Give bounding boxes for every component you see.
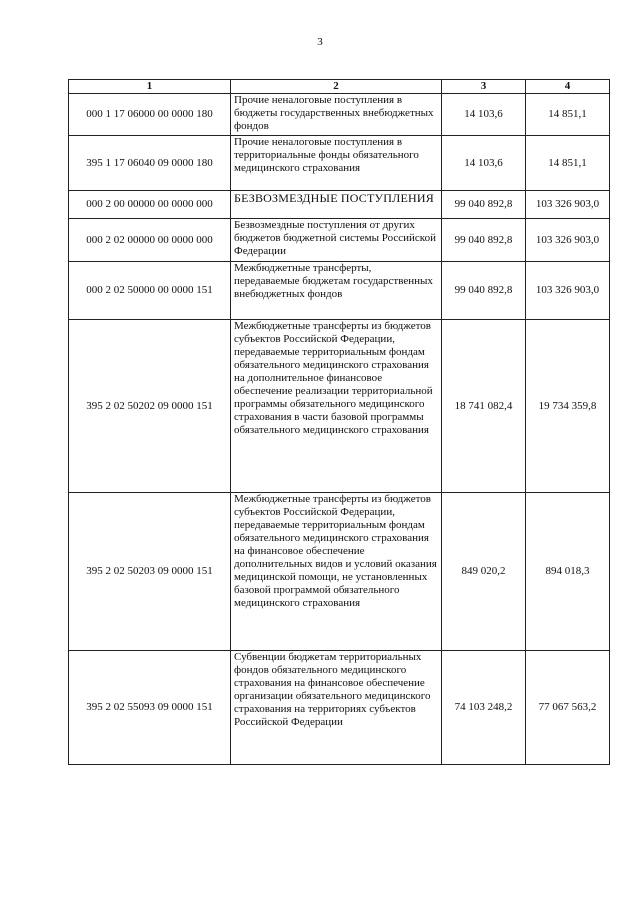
value-column-3-cell: 99 040 892,8 (442, 191, 526, 219)
value-column-4-cell: 14 851,1 (526, 94, 610, 136)
budget-revenue-table (68, 79, 610, 765)
budget-code-cell: 395 2 02 55093 09 0000 151 (69, 651, 231, 765)
value-column-4-cell: 103 326 903,0 (526, 262, 610, 320)
column-header-3: 3 (442, 80, 526, 94)
value-column-4-cell: 19 734 359,8 (526, 320, 610, 493)
column-header-1: 1 (69, 80, 231, 94)
description-cell: Субвенции бюджетам территориальных фондов обязательного медицинского страхования на финансовое обеспечение организации обязательного медицинского страхования на территориях субъектов Российской Федерации (231, 651, 442, 765)
value-column-3-cell: 14 103,6 (442, 94, 526, 136)
description-cell: Межбюджетные трансферты, передаваемые бюджетам государственных внебюджетных фондов (231, 262, 442, 320)
value-column-3-cell: 18 741 082,4 (442, 320, 526, 493)
budget-code-cell: 395 2 02 50202 09 0000 151 (69, 320, 231, 493)
value-column-4-cell: 894 018,3 (526, 493, 610, 651)
description-cell: Межбюджетные трансферты из бюджетов субъектов Российской Федерации, передаваемые территориальным фондам обязательного медицинского страхования на финансовое обеспечение дополнительных видов и условий оказания медицинской помощи, не установленных базовой программой обязательного медицинского страхования (231, 493, 442, 651)
description-cell: Безвозмездные поступления от других бюджетов бюджетной системы Российской Федерации (231, 219, 442, 262)
description-cell: Межбюджетные трансферты из бюджетов субъектов Российской Федерации, передаваемые территориальным фондам обязательного медицинского страхования на дополнительное финансовое обеспечение реализации территориальной программы обязательного медицинского страхования в части базовой программы обязательного медицинского страхования (231, 320, 442, 493)
value-column-4-cell: 77 067 563,2 (526, 651, 610, 765)
table-header-row (69, 80, 610, 94)
value-column-3-cell: 849 020,2 (442, 493, 526, 651)
value-column-3-cell: 14 103,6 (442, 136, 526, 191)
table-row (69, 262, 610, 320)
budget-code-cell: 395 2 02 50203 09 0000 151 (69, 493, 231, 651)
budget-code-cell: 000 2 02 50000 00 0000 151 (69, 262, 231, 320)
column-header-4: 4 (526, 80, 610, 94)
page-number: 3 (317, 36, 323, 48)
value-column-4-cell: 14 851,1 (526, 136, 610, 191)
budget-code-cell: 000 2 00 00000 00 0000 000 (69, 191, 231, 219)
description-cell: БЕЗВОЗМЕЗДНЫЕ ПОСТУПЛЕНИЯ (231, 191, 442, 219)
table-row (69, 493, 610, 651)
description-cell: Прочие неналоговые поступления в бюджеты государственных внебюджетных фондов (231, 94, 442, 136)
value-column-3-cell: 99 040 892,8 (442, 219, 526, 262)
budget-code-cell: 000 1 17 06000 00 0000 180 (69, 94, 231, 136)
value-column-3-cell: 99 040 892,8 (442, 262, 526, 320)
table-row (69, 94, 610, 136)
value-column-4-cell: 103 326 903,0 (526, 219, 610, 262)
table-row (69, 136, 610, 191)
budget-code-cell: 000 2 02 00000 00 0000 000 (69, 219, 231, 262)
value-column-4-cell: 103 326 903,0 (526, 191, 610, 219)
column-header-2: 2 (231, 80, 442, 94)
budget-code-cell: 395 1 17 06040 09 0000 180 (69, 136, 231, 191)
table-row (69, 191, 610, 219)
table-row (69, 320, 610, 493)
table-row (69, 219, 610, 262)
description-cell: Прочие неналоговые поступления в территориальные фонды обязательного медицинского страхования (231, 136, 442, 191)
table-row (69, 651, 610, 765)
value-column-3-cell: 74 103 248,2 (442, 651, 526, 765)
